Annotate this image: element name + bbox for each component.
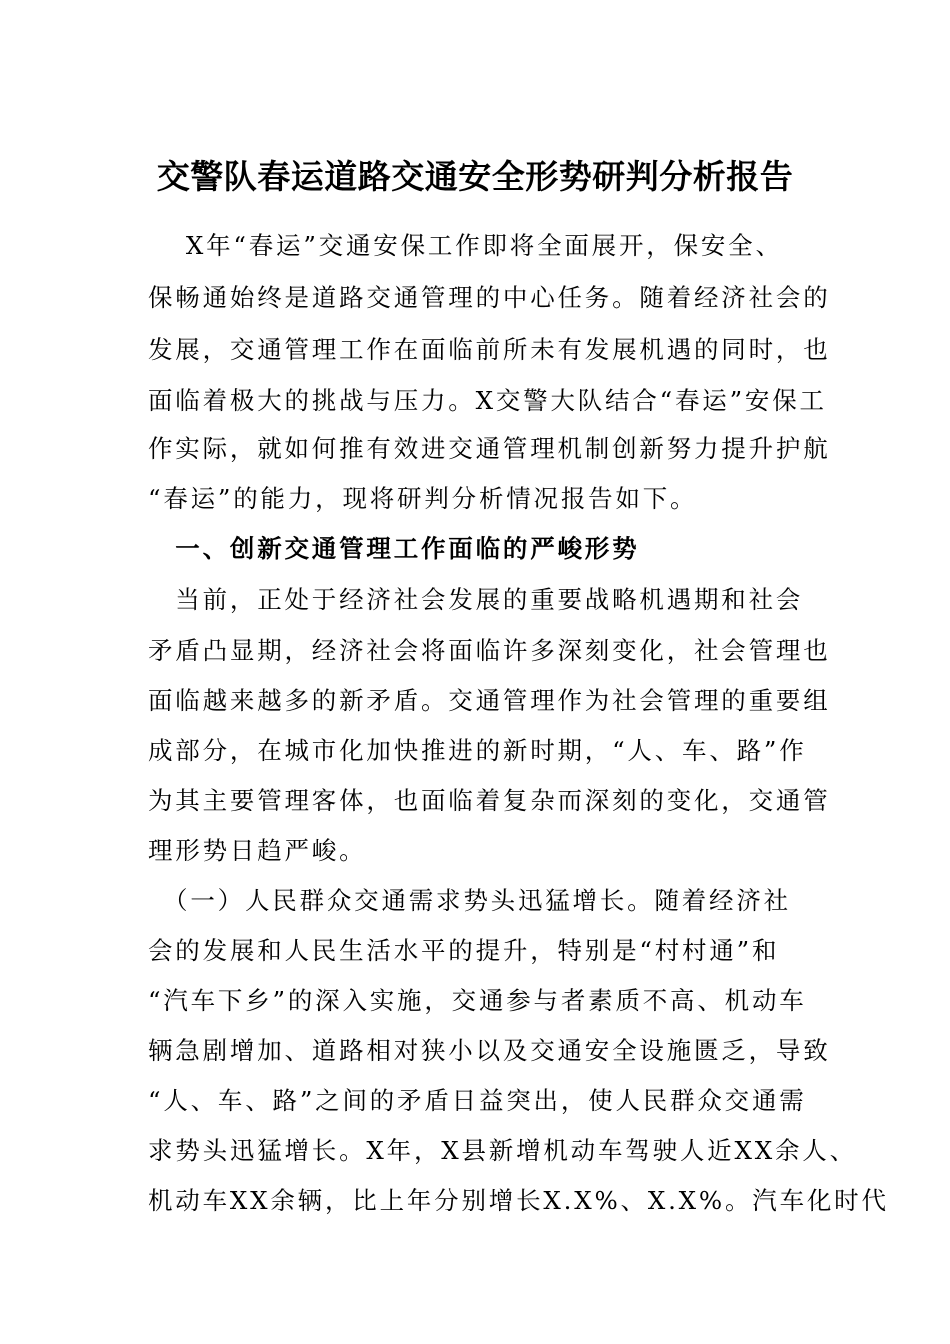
paragraph-line: 机动车XX余辆，比上年分别增长X.X%、X.X%。汽车化时代 xyxy=(148,1186,889,1215)
paragraph-line: 面临越来越多的新矛盾。交通管理作为社会管理的重要组 xyxy=(148,686,831,715)
paragraph-line: 发展，交通管理工作在面临前所未有发展机遇的同时，也 xyxy=(148,335,831,364)
paragraph-line: “汽车下乡”的深入实施，交通参与者素质不高、机动车 xyxy=(148,986,807,1015)
paragraph-line: 会的发展和人民生活水平的提升，特别是“村村通”和 xyxy=(148,936,780,965)
paragraph-line: “春运”的能力，现将研判分析情况报告如下。 xyxy=(148,484,698,513)
paragraph-line: 矛盾凸显期，经济社会将面临许多深刻变化，社会管理也 xyxy=(148,636,831,665)
paragraph-line: 辆急剧增加、道路相对狭小以及交通安全设施匮乏，导致 xyxy=(148,1036,831,1065)
paragraph-line: X年“春运”交通安保工作即将全面展开，保安全、 xyxy=(148,231,783,260)
paragraph-line: 理形势日趋严峻。 xyxy=(148,836,367,865)
paragraph-line: （一）人民群众交通需求势头迅猛增长。随着经济社 xyxy=(148,886,791,915)
paragraph-line: 面临着极大的挑战与压力。X交警大队结合“春运”安保工 xyxy=(148,386,827,415)
paragraph-line: 求势头迅猛增长。X年，X县新增机动车驾驶人近XX余人、 xyxy=(148,1136,857,1165)
paragraph-line: 当前，正处于经济社会发展的重要战略机遇期和社会 xyxy=(148,585,804,614)
paragraph-line: 为其主要管理客体，也面临着复杂而深刻的变化，交通管 xyxy=(148,786,831,815)
document-title: 交警队春运道路交通安全形势研判分析报告 xyxy=(156,157,794,196)
paragraph-line: 成部分，在城市化加快推进的新时期，“人、车、路”作 xyxy=(148,736,807,765)
paragraph-line: “人、车、路”之间的矛盾日益突出，使人民群众交通需 xyxy=(148,1086,807,1115)
section-heading: 一、创新交通管理工作面临的严峻形势 xyxy=(148,534,640,563)
paragraph-line: 作实际，就如何推有效进交通管理机制创新努力提升护航 xyxy=(148,434,831,463)
paragraph-line: 保畅通始终是道路交通管理的中心任务。随着经济社会的 xyxy=(148,283,831,312)
